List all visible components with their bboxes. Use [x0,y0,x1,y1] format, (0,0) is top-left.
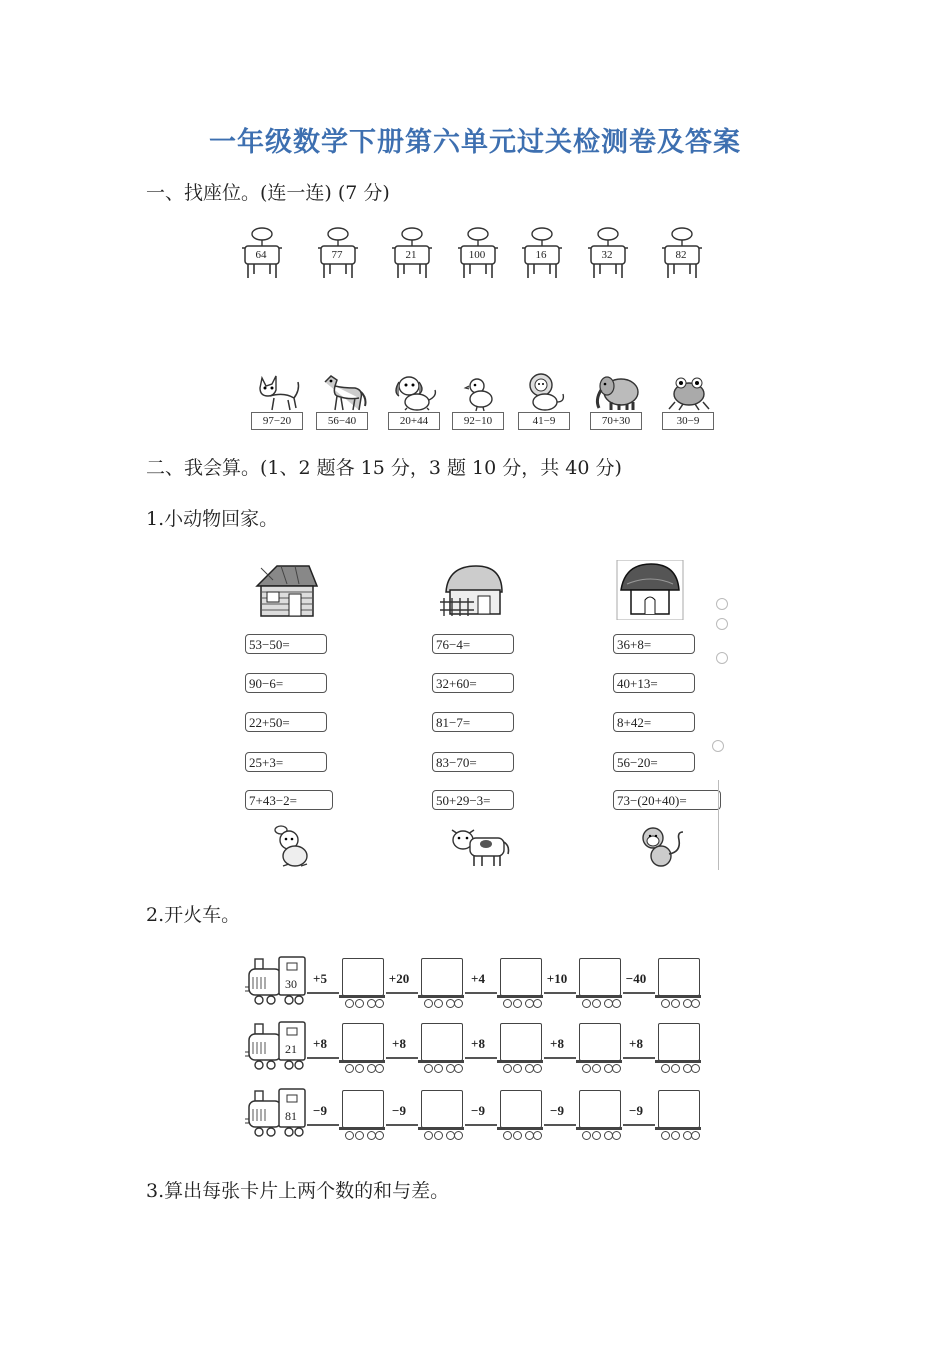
wheel-icon [671,999,680,1008]
car-base [576,1060,622,1063]
train-start-number: 21 [285,1042,297,1056]
equation-box[interactable]: 25+3= [245,752,327,772]
train-car-answer[interactable] [499,1090,543,1142]
animal-expression: 97−20 [251,412,303,430]
animal-card[interactable] [452,372,506,432]
section1-heading: 一、找座位。(连一连) (7 分) [146,182,390,204]
seat-82[interactable] [662,226,702,278]
animal-expression: 41−9 [518,412,570,430]
frog-icon [665,372,713,412]
train-car-answer[interactable] [657,958,701,1010]
wheel-icon [533,999,542,1008]
seat-number: 16 [535,249,547,261]
wheel-icon [612,1131,621,1140]
wheel-icon [661,1064,670,1073]
train-engine [245,1020,309,1072]
edge-mark [716,652,728,664]
wheel-icon [513,1131,522,1140]
seat-100[interactable] [458,226,498,278]
wheel-icon [375,999,384,1008]
wheel-icon [612,1064,621,1073]
animal-card[interactable] [518,372,572,432]
rabbit-icon [267,822,321,870]
cow-icon [444,822,514,870]
seat-64[interactable] [242,226,282,278]
wooden-house-icon [251,560,321,620]
edge-mark [716,618,728,630]
equation-box[interactable]: 81−7= [432,712,514,732]
train-car-answer[interactable] [420,1023,464,1075]
train-car-answer[interactable] [499,1023,543,1075]
answer-box[interactable] [579,958,621,996]
train-car-answer[interactable] [420,958,464,1010]
train-row [245,1087,715,1143]
train-car-answer[interactable] [499,958,543,1010]
q1-label: 1.小动物回家。 [146,508,279,530]
answer-box[interactable] [421,1023,463,1061]
car-base [339,995,385,998]
train-car-answer[interactable] [341,1090,385,1142]
dog-icon [391,372,439,412]
equation-box[interactable]: 90−6= [245,673,327,693]
wheel-icon [355,1131,364,1140]
page-title: 一年级数学下册第六单元过关检测卷及答案 [209,127,741,158]
wheel-icon [434,999,443,1008]
wheel-icon [671,1064,680,1073]
horse-icon [319,372,367,412]
wheel-icon [503,999,512,1008]
train-coupling [307,992,339,994]
seat-number: 77 [331,249,343,261]
train-engine [245,1087,309,1139]
mushroom-hut-icon [615,560,685,620]
wheel-icon [661,999,670,1008]
wheel-icon [424,1131,433,1140]
section2-heading: 二、我会算。(1、2 题各 15 分，3 题 10 分，共 40 分) [146,457,622,479]
train-coupling [623,1057,655,1059]
animal-expression: 20+44 [388,412,440,430]
wheel-icon [513,1064,522,1073]
monkey-icon [635,822,689,870]
equation-box[interactable]: 53−50= [245,634,327,654]
train-car-answer[interactable] [420,1090,464,1142]
answer-box[interactable] [658,1023,700,1061]
seat-77[interactable] [318,226,358,278]
car-base [497,1060,543,1063]
car-base [339,1060,385,1063]
train-car-answer[interactable] [578,1023,622,1075]
train-start-number: 30 [285,977,297,991]
answer-box[interactable] [342,1023,384,1061]
seat-21[interactable] [392,226,432,278]
train-operation: +8 [471,1036,485,1051]
train-coupling [623,1124,655,1126]
train-coupling [465,992,497,994]
animal-card[interactable] [316,372,370,432]
answer-box[interactable] [421,1090,463,1128]
equation-box[interactable]: 36+8= [613,634,695,654]
elephant-icon [593,372,641,412]
seat-number: 100 [468,249,486,261]
answer-box[interactable] [342,1090,384,1128]
answer-box[interactable] [342,958,384,996]
train-coupling [465,1057,497,1059]
wheel-icon [691,1064,700,1073]
seat-number: 82 [675,249,687,261]
wheel-icon [434,1064,443,1073]
train-operation: +8 [629,1036,643,1051]
wheel-icon [345,1131,354,1140]
wheel-icon [612,999,621,1008]
train-operation: −9 [471,1103,485,1118]
train-operation: +10 [546,971,568,986]
wheel-icon [533,1064,542,1073]
answer-box[interactable] [500,1090,542,1128]
equation-box[interactable]: 7+43−2= [245,790,333,810]
train-coupling [544,1057,576,1059]
answer-box[interactable] [658,1090,700,1128]
animal-expression: 70+30 [590,412,642,430]
edge-line [718,780,719,870]
car-base [497,1127,543,1130]
train-operation: +8 [550,1036,564,1051]
wheel-icon [355,1064,364,1073]
train-row [245,1020,715,1076]
car-base [576,1127,622,1130]
train-car-answer[interactable] [578,1090,622,1142]
answer-box[interactable] [579,1090,621,1128]
train-car-answer[interactable] [657,1023,701,1075]
train-operation: +5 [313,971,327,986]
train-car-answer[interactable] [578,958,622,1010]
train-coupling [623,992,655,994]
train-operation: −40 [625,971,647,986]
equation-box[interactable]: 22+50= [245,712,327,732]
answer-box[interactable] [421,958,463,996]
seat-number: 64 [255,249,267,261]
animal-card[interactable] [388,372,442,432]
animal-card[interactable] [662,372,716,432]
train-operation: +4 [471,971,485,986]
seat-number: 21 [405,249,417,261]
seat-16[interactable] [522,226,562,278]
wheel-icon [691,1131,700,1140]
animal-card[interactable] [590,372,644,432]
cat-icon [254,372,302,412]
q3-label: 3.算出每张卡片上两个数的和与差。 [146,1180,450,1202]
seat-number: 32 [601,249,613,261]
edge-mark [712,740,724,752]
answer-box[interactable] [579,1023,621,1061]
wheel-icon [691,999,700,1008]
car-base [655,995,701,998]
seat-32[interactable] [588,226,628,278]
train-coupling [307,1124,339,1126]
equation-box[interactable]: 32+60= [432,673,514,693]
wheel-icon [503,1064,512,1073]
car-base [418,1127,464,1130]
wheel-icon [355,999,364,1008]
wheel-icon [661,1131,670,1140]
train-operation: −9 [629,1103,643,1118]
equation-box[interactable]: 56−20= [613,752,695,772]
wheel-icon [454,999,463,1008]
wheel-icon [503,1131,512,1140]
train-operation: +8 [392,1036,406,1051]
equation-box[interactable]: 40+13= [613,673,695,693]
train-engine [245,955,309,1007]
animal-expression: 30−9 [662,412,714,430]
car-base [339,1127,385,1130]
wheel-icon [345,999,354,1008]
equation-box[interactable]: 50+29−3= [432,790,514,810]
edge-mark [716,598,728,610]
chick-icon [455,372,503,412]
car-base [418,1060,464,1063]
train-start-number: 81 [285,1109,297,1123]
equation-box[interactable]: 8+42= [613,712,695,732]
train-car-answer[interactable] [341,958,385,1010]
wheel-icon [671,1131,680,1140]
animal-expression: 56−40 [316,412,368,430]
car-base [497,995,543,998]
equation-box[interactable]: 73−(20+40)= [613,790,721,810]
train-coupling [544,992,576,994]
wheel-icon [582,999,591,1008]
answer-box[interactable] [500,1023,542,1061]
lion-icon [521,372,569,412]
train-coupling [386,1124,418,1126]
train-coupling [465,1124,497,1126]
train-coupling [307,1057,339,1059]
wheel-icon [424,999,433,1008]
wheel-icon [345,1064,354,1073]
wheel-icon [454,1064,463,1073]
car-base [655,1127,701,1130]
equation-box[interactable]: 83−70= [432,752,514,772]
train-operation: −9 [313,1103,327,1118]
wheel-icon [375,1064,384,1073]
train-car-answer[interactable] [341,1023,385,1075]
wheel-icon [454,1131,463,1140]
car-base [655,1060,701,1063]
car-base [576,995,622,998]
train-operation: −9 [550,1103,564,1118]
wheel-icon [434,1131,443,1140]
equation-box[interactable]: 76−4= [432,634,514,654]
animal-expression: 92−10 [452,412,504,430]
wheel-icon [533,1131,542,1140]
wheel-icon [582,1131,591,1140]
train-coupling [386,992,418,994]
train-row [245,955,715,1011]
train-operation: −9 [392,1103,406,1118]
wheel-icon [375,1131,384,1140]
wheel-icon [582,1064,591,1073]
wheel-icon [592,999,601,1008]
wheel-icon [592,1131,601,1140]
wheel-icon [513,999,522,1008]
car-base [418,995,464,998]
train-coupling [544,1124,576,1126]
answer-box[interactable] [500,958,542,996]
train-operation: +8 [313,1036,327,1051]
answer-box[interactable] [658,958,700,996]
train-car-answer[interactable] [657,1090,701,1142]
wheel-icon [424,1064,433,1073]
q2-label: 2.开火车。 [146,904,241,926]
cottage-icon [438,560,508,620]
train-coupling [386,1057,418,1059]
wheel-icon [592,1064,601,1073]
train-operation: +20 [388,971,410,986]
animal-card[interactable] [251,372,305,432]
